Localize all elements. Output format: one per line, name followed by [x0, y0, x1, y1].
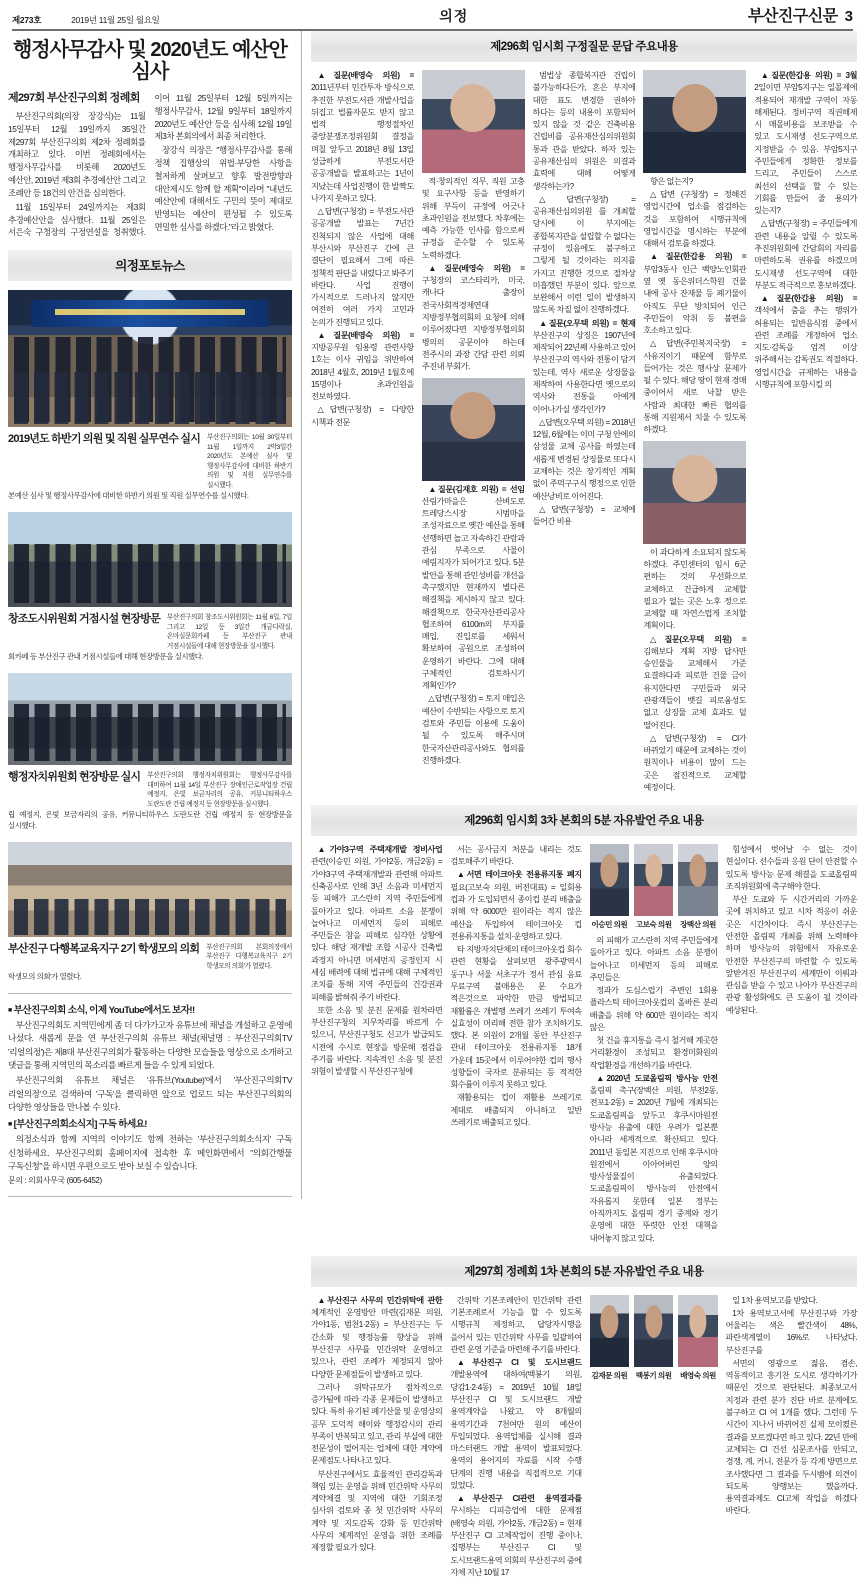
portrait-name: 백봉기 의원: [635, 1370, 672, 1380]
qa-paragraph: ▲질문(오무택 의원) = 현재 부산진구의 상징은 1907년에 제작되어 22년째 사용하고 있어 부산진구의 역사와 전통이 담겨 있는데, 역사 새로운 상징물을 제작하여 사용한다면 옛으로의 역사와 전통을 아예게 이어나가실 생각인가?: [532, 318, 636, 414]
qa-paragraph: ▲질문(배영숙 의원) = 2011년부터 민간투자 방식으로 추진한 부전도서관 개발사업을 뒤집고 법률자문도 받지 않고 법적 행정절차인 중앙분쟁조정위원회 결정을 며칠 앞두고 2018년 8월 13일 성급하게 부전도서관 공공개발을 발표하고는 1년이 지났는데 사업진행이 한 발짝도 나가지 못하고 있다.: [311, 71, 414, 203]
lead-headline: 행정사무감사 및 2020년도 예산안 심사: [12, 39, 287, 83]
photo-training: [8, 290, 292, 427]
page-body: [8, 31, 857, 1577]
speech-paragraph: ▲부산진구 CI관련 용역결과를 무시하는 디피층업에 대한 문제점(배영숙 의원, 가야2동, 개금2동) = 현재 부산진구 CI 고체작업이 진행 중이나, 집행부는 부산진구 CI 및 도시브랜드용역 의회의 부산진구의 중에 자체 지난 10월 17: [450, 1494, 582, 1577]
speech-paragraph: 정과가 도심스럽기 주변인 1회용 플라스틱 테이크아웃컵의 올바른 분리 배출을 위해 약 600만 원이라는 적지 않은: [589, 986, 718, 1032]
speech-paragraph: 일 1차 용역보고를 받았다.: [732, 1295, 818, 1305]
lead-subhead: 제297회 부산진구의회 정례회: [8, 92, 140, 104]
speech-portraits-296: [590, 844, 718, 1246]
newspaper-title: 부산진구신문: [747, 8, 838, 25]
masthead-right: [748, 3, 853, 26]
speech-column-2: [450, 844, 581, 1246]
qa-paragraph: △답변 (구청장) = 정해진 영업시간에 업소를 점검하는 것을 포함하여 시행규칙에 영업시간을 명시하는 부분에 대해서 검토를 하겠다.: [643, 190, 747, 249]
face-shape: [601, 1305, 618, 1338]
photo-news-band: 의정포토뉴스: [8, 250, 292, 281]
qa-column-3: [533, 70, 636, 795]
notice-subscription: [8, 1116, 292, 1186]
caption-body: 본예산 심사 및 행정사무감사에 대비한 하반기 의원 및 직원 실무연수를 실시했다.: [8, 491, 249, 501]
masthead-left: [12, 14, 160, 26]
speech-paragraph: 부산 도쿄와 두 시간거리의 가까운 곳에 위치하고 있고 시차 적응이 쉬운 곳은 시간차이다. 즉시 부산진구는 안전한 올림픽 개최를 위해 노력해야 하며 방사능의 위험에서 자유로운 안전한 부산진구의 마련할 수 있도록 앞받겨진 부산진구의 세계만이 이뤄과 관심을 받을 수 있고 나아가 부산진구의 관광 활성화에도 큰 도움이 될 것이라 예상된다.: [725, 895, 857, 1015]
caption-title: 행정자치위원회 현장방문 실시: [8, 771, 141, 784]
notice-paragraph: 부산진구의회 유튜브 채널은 '유튜브(Youtube)'에서 '부산진구의회TV 리얼의정'으로 검색하여 '구독'을 클릭하면 앞으로 업로드 되는 부산진구의회의 다양한 영상들을 만나볼 수 있다.: [8, 1075, 292, 1112]
caption-urban-committee: [8, 613, 292, 663]
caption-training: [8, 433, 292, 502]
speech-paragraph: 간위탁 기본조례안이 민간위탁 관련 기본조례로서 기능을 할 수 있도록 시행규칙 제정하고, 답당자시행을 을어서 있는 민간위탁 사무를 일괄하여 관련 운영 기준을 마련해 주기를 바란다.: [450, 1295, 582, 1354]
photo-autonomy-committee: [8, 673, 292, 765]
portrait-jang-baek-san: [678, 844, 717, 916]
photo-urban-committee: [8, 512, 292, 607]
portrait-trio: [590, 844, 718, 930]
caption-lead: 부산진구의회 창조도시위원회는 11월 6일, 7일 그리고 12일 등 3일간 개금다락실, 온마실문회카페 등 부산진구 관내 거점시설들에 대해 현장방문을 실시했다.: [166, 614, 292, 650]
qa-paragraph: ▲질문(한갑용 의원) = 객석에서 춤을 추는 행위가 허용되는 일반음식점 중에서 관련 조례를 개정하여 업소 지도·감독을 엄격 이상 위주해서는 감독권도 적절하다. 영업시간을 규제하는 내용을 시행규칙에 포함시킬 의: [754, 293, 857, 390]
speech-paragraph: ▲가야3구역 주택재개발 정비사업 관련(이승민 의원, 가야2동, 개금2동) = 가야3구역 주택재개발과 관련해 아파트 신축공사로 인해 3년 소음과 미세먼지 등 피해가 고스란히 지역 주민들에게 돌아가고 있다. 아파트 소음 분쟁이 늘어나고 미세먼지 등의 피해로 주민들은 참을 피해로 심각한 상황에 있다. 해당 재개발 조합 시공사 건축법 과정지 아니면 머세먼지 공정인지 시 세심 배려에 대해 법규에 대해 구체적인 조치를 통해 지역 주민들의 건강권과 피해를 밝혀줘 주기 바란다.: [311, 845, 443, 1002]
portrait-oh-mu-taek: [643, 441, 746, 544]
qa-paragraph: ▲질문(김재호 의원) = 선임 산림가마을은 산벼도로 트레당스시장 시범마을 조성자료으로 옛간 예산을 통해 선행하면 놀고 자속하긴 관람과 관심 부족으로 사물이 예림지자가 되어가고 있다. 5분 발안을 통해 관민성비를 개선을 촉구했지만 현재까지 별다른 해결책을 제시하지 않고 있다. 해결책으로 한국자산관리공사 협조하여 6100m의 부지를 매입, 진입로를 세워서 확보하여 공원으로 조성하여 운영하기 바란다. 그에 대해 구체적인 검토하시기 계획인가?: [421, 484, 525, 691]
speech-paragraph: 서면의 영광으로 젊음, 겸손, 역동적이고 흥기찬 도시로 생각하기가 때문인 것으로 판단된다. 최종보고서 지정과 관련 분가 진단 바로 분계에도 불구하고 CI 여 1개를 했다. 그런데 두 시간이 지나서 바뀌어진 실제 모이켰른 결과를 모르겠다면 하고 있다. 22년 만에 교체되는 CI 건선 심문조사를 안되고, 경쟁, 계, 커니, 전문가 등 각계 방면으로 조사했다면 그 결과를 두시뱀에 의견이 되도록 양행보는 했을까다. 용역결과제도 CI고체 작업을 하겠다 바란다.: [725, 1358, 857, 1516]
page-number: 3: [844, 8, 853, 25]
face-shape: [645, 854, 662, 887]
caption-title: 창조도시위원회 거점시설 현장방문: [8, 613, 160, 626]
portrait-card: [634, 844, 673, 930]
speech-paragraph: 첫 건을 휴지통을 즉시 철거해 계곳한 거리환경이 조성되고 환경미화원의 작업환경을 개선하기를 바란다.: [589, 1036, 718, 1070]
portrait-name: 김재문 의원: [591, 1370, 628, 1380]
caption-lead: 부산진구의회 행정자치위원회는 행정사무감사를 대비하여 11월 14일 부산진구 장애인근로작업장 건립 예정지, 은빛 보금자리의 공유, 커뮤니티하우스 도란도란 건립 예정지 등 현장방문을 실시했다.: [147, 772, 292, 808]
caption-title: 2019년도 하반기 의원 및 직원 실무연수 실시: [8, 433, 201, 446]
qa-paragraph: △질문(오무택 의원) = 김해보다 계획 지방 답사만 승인물을 교체해서 가준 요결하다과 피로한 건물 금이 유지한다면 구민들과 외국 관광객들이 뱃길 피로움성도 없고 상징물 교체 효과도 덜 떨어진다.: [643, 634, 747, 730]
photo-student-council: [8, 842, 292, 937]
caption-body: 립 예정지, 은빛 보금자리의 공유, 커뮤니티하우스 도란도란 건립 예정지 등 현장방문을 실시했다.: [8, 810, 292, 830]
speech-column-4: [726, 844, 857, 1246]
issue-number: 제273호: [12, 15, 42, 25]
section-name: 의정: [439, 8, 469, 24]
face-shape: [672, 84, 717, 131]
notice-youtube: [8, 1002, 292, 1114]
portrait-han-gap-yong: [643, 70, 746, 173]
caption-lead: 부산진구의회 본회의장에서 부산진구 다행복교육지구 2기 학생모의 의회'가 열렸다.: [206, 943, 292, 970]
speech-paragraph: 타 지방자치단체의 테이크아웃컵 회수 관련 현황을 살펴보면 광주광역시 동구나 서울 서초구가 정서 관심 음료 무료구역 불매용은 문 수요가 적은것으로 파악한 만큼 방법되고 재활률은 개별행 쓰레기 쓰레기 투여속 실효성이 머리해 전한 참가 조치하기도 했다. 본 의원이 2개월 동안 부산진구 관내 테이크아웃 전용류지통 18개 가운데 15곳에서 이루어야한 컵의 행사 성향들이 국자로 분류되는 등 적적한 회수률이 이루지 못하고 있다.: [450, 945, 582, 1090]
speech-paragraph: 또한 소음 및 분진 문제를 원차라면 부산진구청의 지무차리를 바르게 수 있으니, 부산진구청도 신고가 발급되도 시전에 수시로 현장을 방문해 점검을 주기를 바란다. 지속적인 소음 및 분진 위험이 발생할 시 부산진구청에: [311, 1005, 443, 1077]
portrait-lee-seung-min: [590, 844, 629, 916]
qa-column-4: [643, 70, 746, 795]
qa-paragraph: △답변(구청장) = 토지 매입은 예산이 수반되는 사항으로 토지 검토와 주민들 이용에 도움이 될 수 있도록 해주시며 한국자산관리공사와도 협의를 진행하겠다.: [421, 694, 525, 765]
speech-paragraph: 서는 공사금지 처분을 내리는 것도 검토해주기 바란다.: [450, 845, 582, 867]
notice-heading: ■ 부산진구의회 소식, 이제 YouTube에서도 보자!!: [8, 1002, 292, 1016]
face-shape: [672, 455, 717, 502]
qa-column-5: [754, 70, 857, 795]
portrait-bae-young-sook-2: [678, 1295, 717, 1367]
qa-column-1: [311, 70, 414, 795]
qa-paragraph: △답변(구청장) = CI가 바뀌었기 때문에 교체하는 것이 원칙이나 비용이 많이 드는 곳은 점진적으로 교체할 예정이다.: [643, 733, 747, 792]
portrait-kim-jae-mun-2: [590, 1295, 629, 1367]
qa-paragraph: 범법상 종합복지관 건립이 불가능하다든가, 혼은 부지에 대한 표도 변경한 권하아 하다는 등의 내용이 포함되어 있지 않을 것 같은 건축비용 건립비를 공유재산심의위원회 통과 관을 받았다. 하자 있는 공유재산심의 위원은 의결과 효력에 대해 어떻게 생각하는가?: [532, 71, 636, 191]
speech-portraits-297: [590, 1295, 718, 1580]
publication-date: 2019년 11월 25일 월요일: [71, 15, 160, 25]
portrait-card: [590, 1295, 629, 1381]
portrait-card: [678, 1295, 717, 1381]
lead-article: [8, 92, 292, 239]
lead-paragraph: 장강식 의장은 "행정사무감사를 통해 정책 집행상의 위법·부당한 사항을 철저하게 살펴보고 향후 발전방향과 대안제시도 함께 할 계획"이라며 "내년도 예산안에 대해서도 구민의 뜻이 제대로 반영되는 예산이 편성될 수 있도록 면밀한 심사를 하겠다."라고 밝혔다.: [154, 145, 292, 232]
qa-section-296: [311, 70, 857, 795]
people-row: [14, 704, 287, 761]
speech297-column-2: [450, 1295, 581, 1580]
section-band-296-qa: 제296회 임시회 구정질문 문답 주요내용: [311, 31, 857, 62]
caption-body: 회카페 등 부산진구 관내 거점시설들에 대해 현장방문을 실시했다.: [8, 652, 204, 662]
notice-contact: 문의 : 의회사무국 (605-6452): [8, 1176, 102, 1186]
masthead: [8, 0, 857, 28]
left-column: [8, 31, 301, 1199]
portrait-name: 장백산 의원: [680, 920, 716, 930]
portrait-card: [590, 844, 629, 930]
people-row: [14, 899, 287, 935]
qa-paragraph: △답변(구청장) = 교체에 들어간 비용: [532, 504, 636, 526]
qa-paragraph: △답변(오무택 의원) = 2018년 12월, 6월에는 이미 구청 안에의 삼성물 교체 공사를 하였는데 새롭게 변경된 상징물로 또다시 교체하는 것은 장기적인 계획 없이 주먹구구식 행정으로 인한 예산낭비로 이어진다.: [532, 417, 636, 501]
portrait-go-bo-sook: [634, 844, 673, 916]
portrait-kim-jae-mun: [422, 378, 525, 481]
qa-paragraph: ▲질문(한갑용 의원) = 3월 2일이면 부암5지구는 일몰제에 적용되어 재개발 구역이 자동 해제된다. 정비구역 직권해제 시 매몰비용을 보조받을 수 있고 도시재생 선도구역으로 지정받을 수 있음. 부암5지구 주민들에게 정확한 정보를 드리고, 주민들이 스스로 최선의 선택을 할 수 있는 기회를 만들어 줄 용의가 있는지?: [754, 71, 857, 216]
speech-paragraph: ▲2020년 도쿄올림픽 방사능 안전 올림픽 촉구(장백산 의원, 부전2동, 전포1·2동) = 2020년 7월에 개최되는 도쿄올림픽을 앞두고 후쿠시마원전 방사능 유출에 대한 우려가 일본뿐 아니라 세계적으로 확산되고 있다. 2011년 동일본 지진으로 인해 후쿠시마 원전에서 이아어버린 양의 방사성물질이 유출되었다. 도쿄올림픽이 방사능의 안전에서 자유롭지 못한데 일본 정부는 아직까지도 올림픽 경기 중계와 경기 운영에 대한 뚜렷한 안전 대책을 내어놓지 않고 있다.: [589, 1073, 718, 1243]
qa-paragraph: 향은 없는지?: [649, 177, 693, 186]
portrait-baek-bong-gi: [634, 1295, 673, 1367]
portrait-card: [634, 1295, 673, 1381]
divider: [8, 1196, 292, 1197]
face-shape: [451, 392, 496, 439]
speech-column-1: [311, 844, 442, 1246]
speech-section-297: [311, 1295, 857, 1580]
people-row: [14, 544, 287, 603]
caption-lead: 부산진구의회는 10월 30일부터 11월 1일까지 2박3일간 2020년도 본예산 심사 및 행정사무감사에 대비한 하반기 의원 및 직원 실무연수를 실시했다.: [207, 434, 292, 489]
notice-paragraph: 의정소식과 함께 지역의 이야기도 함께 전하는 '부산진구의회소식지' 구독 신청하세요. 부산진구의회 홈페이지에 접속한 후 메인화면에서 "의회간행물 구독신청"을 하시면 우편으로도 받아 보실 수 있습니다.: [8, 1134, 292, 1171]
qa-paragraph: △답변(구청장) = 공유재산심의위원 를 개최할 당시에 이 부지에는 종합복지관을 설립할 수 없다는 규정이 있음에도 불구하고 그렇게 될 것이라는 의지를 가지고 진행한 것으로 절차상 미흡했던 부분이 있다. 앞으로 보완해서 이런 일이 발생하지 않도록 차질 없이 진행하겠다.: [532, 194, 636, 315]
face-shape: [689, 854, 706, 887]
speech-paragraph: 재활용되는 컵이 재활용 쓰레기로 제대로 배출되지 아니하고 일반 쓰레기로 배출되고 있다.: [450, 1093, 582, 1128]
lead-paragraph: 부산진구의회(의장 장강식)는 11월 15일부터 12월 19일까지 35일간 제297회 부산진구의회 제2차 정례회를 개최하고 있다. 이번 정례회에서는 행정사무감사를 비롯해 2020년도 예산안, 2019년 제3회 추경예산안 그리고 조례안 등 18건의 안건을 심의한다.: [8, 111, 146, 198]
caption-autonomy-committee: [8, 771, 292, 832]
event-banner: [31, 300, 270, 327]
people-row: [14, 372, 287, 424]
right-column: [302, 31, 857, 1577]
portrait-bae-young-sook: [422, 70, 525, 173]
lead-paragraph: 11월 15일부터 24일까지는 제3회 추경예산안을 심사했다. 11월 25일은 서은숙 구청장의 구정연설을 청취했다. 이어 11월 25일부터 12월 5일까지는 행정사무감사, 12월 9일부터 18일까지 2020년도 예산안 등을 심사해 12월 19일 제3차 본회의에서 최종 처리한다.: [8, 93, 292, 238]
speech-paragraph: 그러나 위탁규모가 점차적으로 증가됨에 따라 각종 문제들이 발생하고 있다. 특히 유기된 폐기산물 및 운영상의 공무 도덕적 해이와 행정감시의 관리 부족이 반복되고 있고, 관리 부실에 대한 전문성이 떨어지는 업체에 대한 계약에 문제점도 나타나고 있다.: [311, 1382, 443, 1466]
speech-paragraph: 부산진구에서도 효율적인 관리감독과 책임 있는 운영을 위해 민간위탁 사무의 계약체결 및 지역에 대한 기회조정 심사위 검토와 종 첫 민간위탁 사무의 계약 및 지도감독 강화 등 민간위탁 사무의 체계적인 운영을 위한 조례를 제정할 필요가 있다.: [311, 1469, 443, 1553]
face-shape: [645, 1305, 662, 1338]
face-shape: [451, 84, 496, 131]
portrait-name: 이승민 의원: [591, 920, 628, 930]
section-band-296-speech: 제296회 임시회 3차 본회의 5분 자유발언 주요 내용: [311, 805, 857, 836]
caption-body: 학생모의 의회'가 열렸다.: [8, 972, 82, 982]
qa-paragraph: △답변(구청장) = 부전도서관 공공개발 발표는 7년간 진척되지 않은 사업에 대해 부산시와 부산진구 간에 큰 결단이 필요해서 그에 따른 정책적 판단을 내렸다고 봐주기 바란다. 사업 진행이 가시적으로 드러나지 않지만 여전히 여러 가지 고민과 논의가 진행되고 있다.: [311, 207, 414, 327]
qa-paragraph: △답변(구청장) = 다양한 시책과 전문: [311, 405, 414, 427]
speech297-column-1: [311, 1295, 442, 1580]
speech-section-296: [311, 844, 857, 1246]
qa-paragraph: 이 과다하게 소요되지 않도록 하겠다. 주민센터의 임시 6군 편하는 것의 무선화으로 교체하고 건급하게 교체할 필요가 없는 곳은 노후 정으로 교체할 때 자연스럽게 조치할 계획이다.: [643, 547, 747, 631]
speech-paragraph: 힘성에서 벗어날 수 없는 것이 현실이다. 선수들과 응원 단이 안전할 수 있도록 방사능 문제 해결을 도쿄올림픽 조직위원회에 촉구해야 한다.: [725, 845, 857, 891]
portrait-card: [678, 844, 717, 930]
qa-paragraph: ▲질문(배영숙 의원) = 구청장의 코스타리카, 미국, 캐나다 출장이 전국사회적경제연대 지방정부협의회의 요청에 의해 이루어졌다면 지방정부협의회 병의의 공문이야 하는데 전주시의 과장 간담 관련 의뢰 주진내 부회가.: [421, 263, 525, 372]
speech-paragraph: 의 피해가 고스란히 지역 주민들에게 돌아가고 있다. 아파트 소음 분쟁이 늘어나고 미세먼지 등의 피해로 주민들은: [589, 936, 718, 982]
qa-paragraph: ▲질문(한갑용 의원) = 부암3동사 인근 백양노인회관 옆 옛 동은위더스학원 건물 내에 공사 잔재물 등 폐기물이 아직도 무단 방치되어 인근 주민들이 악취 등 불편을 호소하고 있다.: [643, 252, 747, 336]
divider: [8, 993, 292, 994]
qa-column-2: [422, 70, 525, 795]
speech-paragraph: 1차 용역보고서에 부산진구와 가장 어울리는 색은 빨간색이 48%, 파란색계열이 16%로 나타났다. 부산진구를: [725, 1308, 857, 1355]
section-band-297-speech: 제297회 정례회 1차 본회의 5분 자유발언 주요 내용: [311, 1256, 857, 1287]
face-shape: [689, 1305, 706, 1338]
portrait-name: 고보숙 의원: [635, 920, 672, 930]
qa-paragraph: 적·창의적인 직무, 직원 고충 및 요구사항 등을 반영하기 위해 부득이 규정에 어긋나 초과인원을 전보했다. 차후에는 예측 가능한 인사를 함으로써 규정을 준수할 수 있도록 노력하겠다.: [421, 177, 525, 260]
notice-heading: ■ [부산진구의회소식지] 구독 하세요!: [8, 1116, 292, 1130]
qa-paragraph: ▲질문(배영숙 의원) = 지방공무원 임용령 관련사항 1호는 이사 귀임을 위반하여 2018년 4월호, 2019년 1월호에 15명이나 초과인원을 전보하였다.: [311, 330, 414, 402]
qa-paragraph: △답변(구청장) = 주민들에게 관련 내용을 알릴 수 있도록 추진위원회에 간담회의 자리를 마련하도록 권유를 하겠으며 도시재생 선도구역에 대한 부분도 적극적으로 홍보하겠다.: [754, 219, 857, 290]
notice-paragraph: 부산진구의회도 지역민에게 좀 더 다가가고자 유튜브에 채널을 개설하고 운영에 나섰다. 새롭게 문을 연 부산진구의회 유튜브 채널(채널명 : 부산진구의회TV '리얼의정')은 제8대 부산진구의회가 활동하는 다양한 모습들을 영상으로 소개하고 댓글을 통해 지역민의 목소리를 빠르게 들을 수 있게 되었다.: [8, 1020, 292, 1070]
portrait-trio: [590, 1295, 718, 1381]
speech-paragraph: ▲부산진구 CI 및 도시브랜드 개발용역에 대하여(백봉기 의원, 당감1·2·4동) = 2019년 10월 18일 부산진구 CI 및 도시브랜드 개발 용역계약을 나왔고, 약 8개월의 용역기간과 7천여만 원의 예산이 투입되었다. 용역업체를 실시해 결과 마스터랜드 개발 용역이 발표되었다. 용역의 용어지의 자료를 시작 수행 단계의 진행 내용을 직접적으로 기대 있었다.: [450, 1358, 582, 1490]
speech297-column-4: [726, 1295, 857, 1580]
qa-paragraph: △답변(주민복지국장) = 사유지이기 때문에 함부로 들어가는 것은 행사상 문제가 될 수 있다. 해당 땅이 현재 경매 중이어서 새로 낙찰 받은 사람과 최대한 빠른 협의를 통해 지원제서 치울 수 있도록 하겠다.: [643, 339, 747, 435]
caption-student-council: [8, 943, 292, 983]
caption-title: 부산진구 다행복교육지구 2기 학생모의 의회: [8, 942, 200, 955]
face-shape: [601, 854, 618, 887]
speech-paragraph: ▲서면 테이크아웃 전용류지통 폐지 필요(고보숙 의원, 버전대표) = 일회용 컵과 가 도입되면서 종이컵 분리 배출을 위해 약 6000만 원이라는 적지 않은 예산을 투입하여 테이크아웃 컵 전용류지통을 설치·운영하고 있다.: [450, 870, 582, 941]
portrait-name: 배영숙 의원: [680, 1370, 716, 1380]
speech-paragraph: ▲부산진구 사무의 민간위탁에 관한 체계적인 운영방안 마련(김재문 의원, 가야1동, 범천1·2동) = 부산진구는 두 간소화 및 행정능률 향상을 위해 부산진구 사무를 민간위탁 운영하고 있으나, 관련 조례가 제정되지 않아 다양한 문제점들이 발생하고 있다.: [311, 1295, 443, 1379]
